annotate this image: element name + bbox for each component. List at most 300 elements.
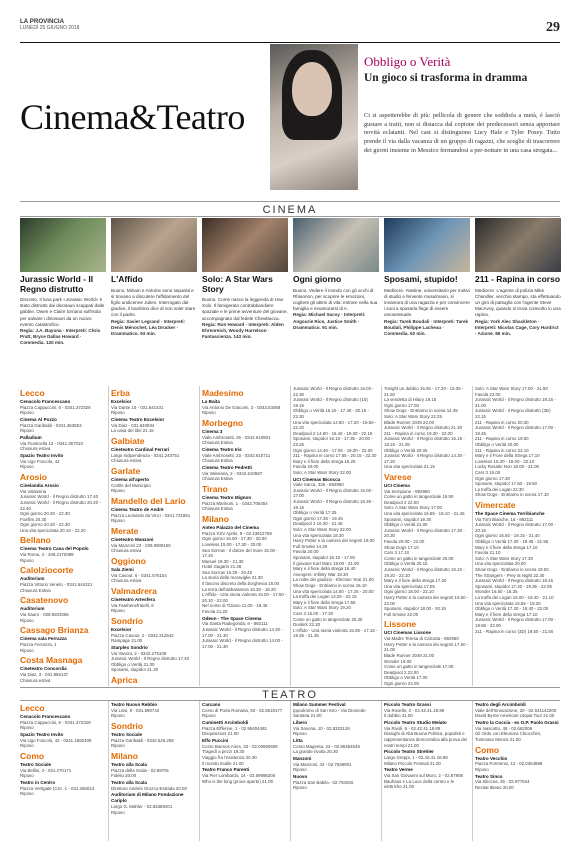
listing-venue: Anteo Palazzo del Cinema xyxy=(202,524,259,530)
review-text: Mediocre. L'agente di polizia Mike Chandler, vecchio stampo, sta effettuando un giro di pattuglia con l'agente Steve MacAvoy, quando si trova coinvolto in una rapina. xyxy=(475,287,561,318)
cinema-listing-column xyxy=(293,386,379,686)
column-divider xyxy=(472,701,473,841)
listing-entry: Viale Ambrosetti, 23 - 0342.610711 xyxy=(202,452,271,458)
listing-entry: Jurassic World - Il Regno distrutto 17.00 - 19.55 - 22.00 xyxy=(475,617,556,628)
listing-entry: Via Cavour, 6 - 0341.576154 xyxy=(111,572,167,578)
listing-entry: Solo: A Star Wars Story 17.00 - 21.50 xyxy=(475,386,548,391)
listing-venue: Piccolo Teatro Strehler xyxy=(384,749,434,755)
listing-city: Galbiate xyxy=(111,435,145,446)
listing-entry: La truffa dei Logan 14.25 - 22.15 xyxy=(293,594,357,600)
listing-city: Arosio xyxy=(20,471,47,482)
listing-entry: La terra dell'abbastanza 16.30 - 18.20 xyxy=(202,586,276,592)
listing-entry: Via Fatebenefratelli, 6 xyxy=(111,602,154,608)
listing-entry: Show Dogs - Entriamo in scena 19.50 xyxy=(475,567,549,573)
listing-entry: Wonder 16.50 - 18.35 xyxy=(475,589,518,595)
listing-venue: Teatro Sociale xyxy=(111,731,143,737)
listing-entry: Il giovane Karl Marx 19.00 - 21.00 xyxy=(293,560,359,566)
listing-entry: Riposo xyxy=(111,743,125,749)
listing-entry: Via Antonio De Giacomi, 3 - 0343.53068 xyxy=(202,404,281,410)
listing-venue: Cineteatro Artesfera xyxy=(111,596,155,602)
listing-entry: Via San Giovanni sul Muro, 2 - 02.87905 xyxy=(384,772,463,778)
feature-body: Ci si aspetterebbe di più: pellicola di genere che soddisfa a metà, è lasciò gustare a tratti, non si distacca dal copione dei predecessori senza apportare novità eclatanti. Nel cast si distinguono Lucy Hale e Tyler Posey. Tutto prende il via dalla vacanza di un gruppo di ragazzi, che sceglie di trascorrere dei giorni insieme in Messico fermandosi a per-nottare in una casa stregata... xyxy=(364,112,560,154)
listing-entry: Milano Piccolo Festival 21.00 xyxy=(384,760,441,766)
listing-entry: Riposo xyxy=(20,464,34,470)
listing-entry: Largo G. Mahler - 02.83389201 xyxy=(111,803,173,809)
review-meta: Regia: Michael Sucsy · Interpreti: Angourie Rice, Justice Smith · Drammatico. 91 min. xyxy=(293,312,366,330)
listing-entry: Piazza Vertigate (Circ. 1 - 031.266013 xyxy=(20,785,95,791)
listing-entry: Nel nome di Tiziano 11.00 - 18.45 xyxy=(202,603,268,609)
listing-venue: Spazio Teatro Invito xyxy=(20,731,64,737)
cinema-listing-column xyxy=(384,386,470,686)
listing-entry: Chiusura estiva xyxy=(111,578,142,584)
listing-city: Varese xyxy=(384,471,412,482)
listing-entry: Il dubbio 21.00 xyxy=(384,713,413,719)
listing-entry: Come un gatto in tangenziale 17.00 xyxy=(384,664,454,670)
listing-entry: Via Madre Teresa di Calcutta - 892960 xyxy=(384,636,459,642)
listing-entry: Recital Ibiano 20.00 xyxy=(475,784,514,790)
teatro-rule-top xyxy=(20,687,560,688)
listing-entry: La storia delle meraviglie 21.30 xyxy=(202,575,263,581)
listing-entry: Cars 3 16.00 xyxy=(475,469,501,475)
listing-venue: The Space Cinema Torribianche xyxy=(475,510,545,516)
listing-entry: Chiusura estiva xyxy=(111,458,142,464)
page-number: 29 xyxy=(546,20,560,35)
listing-entry: 211 - Rapina in corso 19.30 - 22.00 xyxy=(384,430,453,436)
listing-entry: Jurassic World - Il Regno distrutto 18.45 xyxy=(475,578,554,584)
listing-entry: Chiusura Estiva xyxy=(202,506,233,512)
listing-entry: Deadpool 2 16.30 - 21.45 xyxy=(293,521,343,527)
listing-city: Mandello del Lario xyxy=(111,495,186,506)
issue-date: LUNEDÌ 25 GIUGNO 2018 xyxy=(20,25,80,31)
listing-entry: Tragedì a pezzi 19.30 xyxy=(202,749,245,755)
listing-entry: Chiusura Estiva xyxy=(202,440,233,446)
listing-entry: Via Diaz - 031.640934 xyxy=(111,422,155,428)
listing-entry: Piazza Marinoni, 1 - 0342.705454 xyxy=(202,500,268,506)
listing-entry: La vendetta di Hilary 19.15 xyxy=(384,397,437,403)
listing-entry: Dunkirk 22.20 xyxy=(293,622,321,628)
listing-entry: Loveless 15.30 - 18.00 - 22.10 xyxy=(475,458,535,464)
listing-entry: Piazza Leonardo da Vinci - 0341.731851 xyxy=(111,512,191,518)
listing-entry: Via Siliccea, 36 - 02.977524 xyxy=(475,779,530,785)
listing-entry: Largo Indipendenza - 0341.240751 xyxy=(111,452,180,458)
listing-entry: Mary e il fiore della strega 17.55 xyxy=(293,599,356,605)
listing-entry: Sposami, stupido! 19.30 xyxy=(384,516,432,522)
column-divider xyxy=(290,386,291,686)
listing-venue: Starplex Sondrio xyxy=(111,644,148,650)
listing-entry: Piazza della Scala - 02.88791 xyxy=(111,767,170,773)
listing-entry: Show Dogs 17.10 xyxy=(384,544,419,550)
listing-venue: Teatro la Cuccia - ex O.P. Paolo Grassi xyxy=(475,719,559,725)
listing-entry: Jurassic World - Il Regno distrutto 14.30 - 17.20 xyxy=(384,453,465,464)
listing-entry: Come un gatto in tangenziale 20.00 xyxy=(384,555,454,561)
listing-city: Madesimo xyxy=(202,388,244,398)
listing-entry: Favola 20.00 xyxy=(293,464,319,470)
listing-entry: Jurassic World - Il Regno distrutto 17.40 xyxy=(20,494,99,500)
listing-entry: Via Manzoni 23 - 039.9909150 xyxy=(111,542,171,548)
listing-entry: Jurassic World - Il Regno distrutto (16) 19.15 xyxy=(293,397,368,408)
listing-city: Erba xyxy=(111,388,130,398)
listing-entry: Sposami, stupido! 17.20 - 19.35 - 22.05 xyxy=(475,583,552,589)
cinema-listing-column xyxy=(111,386,197,686)
listing-entry: Una vita spericolata 17.05 xyxy=(384,583,435,589)
thumb-jurassic-world xyxy=(20,218,106,272)
listing-entry: Ogni giorno 17.00 xyxy=(384,402,419,408)
thumb-211 xyxy=(475,218,561,272)
listing-entry: Ogni giorno 17.30 xyxy=(475,475,510,481)
listing-entry: Jurassic World - Il Regno distrutto 14.00 - 17.00 - 21.30 xyxy=(202,638,283,649)
listing-venue: Palladium xyxy=(20,434,42,440)
listing-entry: Solo: A Star Wars Story 22.00 xyxy=(293,469,351,475)
listing-venue: Excelsior xyxy=(111,626,132,632)
listing-entry: Obbligo o Verità 15.15 - 17.40 - 20.15 - 22.30 xyxy=(293,408,369,419)
listing-entry: Favola 21.10 xyxy=(475,550,501,556)
listing-entry: Jurassic World - Il Regno distrutto 17.00 - 20.15 xyxy=(475,522,556,533)
listing-entry: L'Affido - Una storia violenta 15.00 - 17.50 - 20.10 - 22.00 xyxy=(202,592,287,603)
listing-entry: Blade Runner 2049 22.00 xyxy=(384,419,435,425)
review-card xyxy=(384,275,470,383)
listing-entry: Obbligo o Verità 21.00 xyxy=(111,661,155,667)
listing-entry: Una vita spericolata 14.50 - 17.20 - 19.50 - 22.20 xyxy=(293,419,377,431)
listing-entry: Via Fiumicella 12 - 0341.367010 xyxy=(20,440,83,446)
listing-entry: Santana 21.00 xyxy=(293,713,322,719)
listing-entry: Riposo xyxy=(111,488,125,494)
listing-venue: Teatro Sociale xyxy=(20,761,52,767)
listing-entry: Jurassic World - Il Regno distrutto 17.00 - 19.45 xyxy=(475,425,556,436)
review-card xyxy=(111,275,197,383)
listing-entry: Mary e il fiore della strega 17.10 xyxy=(475,544,538,550)
listing-entry: Riposo xyxy=(293,767,307,773)
listing-entry: Chiusura Estiva xyxy=(202,476,233,482)
listing-venue: Odeon - The Space Cinema xyxy=(202,615,262,621)
listing-entry: Riposo xyxy=(293,785,307,791)
listing-venue: Cinema Teatro Mignon xyxy=(202,494,252,500)
listing-entry: Viale Ambrosetti, 25 - 0342.610901 xyxy=(202,434,271,440)
listing-entry: Obbligo o Verità 17.25 xyxy=(293,510,337,516)
listing-entry: Una vita spericolata 16.55 - 19.20 xyxy=(475,600,541,606)
column-divider xyxy=(108,701,109,841)
listing-entry: Riposo xyxy=(111,518,125,524)
listing-entry: Ogni giorno 22.00 xyxy=(384,680,419,686)
listing-venue: Manzoni xyxy=(293,755,312,761)
listing-city: Lissone xyxy=(384,619,417,630)
listing-entry: Chiusura estiva xyxy=(20,446,51,452)
listing-entry: Riposo xyxy=(20,557,34,563)
listing-entry: Ogni giorno 20.30 - 22.30 xyxy=(20,511,70,517)
listing-entry: Harry Potter e la camera dei segreti 19.00 xyxy=(293,538,375,544)
thumb-laffido xyxy=(111,218,197,272)
cinema-listing-column xyxy=(202,386,288,686)
listing-entry: Piazza Cavour, 2 - 0342.212642 xyxy=(111,632,174,638)
listing-entry: Una vita spericolata 18.30 xyxy=(293,532,344,538)
listing-entry: Riposo xyxy=(111,410,125,416)
listing-venue: Cinema sala Ferrazza xyxy=(20,636,67,642)
listing-entry: Riposo xyxy=(111,809,125,815)
listing-entry: Ogni giorno 17.35 - 19.45 xyxy=(293,515,343,521)
listing-entry: Obbligo o Verità 20.00 xyxy=(475,441,519,447)
listing-entry: Viaggio fra l'esistenza 20.30 xyxy=(202,754,257,760)
listing-entry: Una vita spericolata 16.55 - 19.10 - 21.45 xyxy=(384,511,465,517)
film-thumbnails xyxy=(20,218,560,272)
listing-entry: Riposo xyxy=(20,617,34,623)
section-title: Cinema&Teatro xyxy=(20,97,245,137)
listing-venue: Teatro Vecchio xyxy=(475,755,508,761)
thumb-sposami xyxy=(384,218,470,272)
listing-entry: Una vita spericolata 21.15 xyxy=(384,464,435,470)
listing-venue: UCI Cinema xyxy=(384,482,410,488)
listing-entry: La truffa dei Logan 22.30 xyxy=(475,486,524,492)
listing-entry: Chiusura Estiva xyxy=(202,458,233,464)
listing-entry: Full Smoke 14.30 xyxy=(293,543,328,549)
listing-entry: Jurassic World - Il Regno distrutto 20.20 - 22.40 xyxy=(20,499,101,511)
listing-venue: Teatro Verme xyxy=(384,767,413,773)
column-divider xyxy=(381,701,382,841)
listing-entry: Via Savona, 10 - 02.8323126 xyxy=(293,725,350,731)
listing-entry: Tonight un dubbio 15.05 - 17.20 - 19.35 - 21.50 xyxy=(384,386,464,397)
listing-entry: Who is the king (prove aperte) 21.00 xyxy=(202,778,274,784)
feature-photo xyxy=(270,44,358,190)
listing-venue: Cinelandia Arosio xyxy=(20,482,59,488)
cinema-rule-bottom xyxy=(20,216,560,217)
review-title: L'Affido xyxy=(111,274,143,284)
listing-venue: Teatro Franco Parenti xyxy=(202,767,250,773)
listing-entry: Jurassic World - Il Regno distrutto 18.15 - 21.00 xyxy=(475,397,556,408)
listing-entry: Gli Ordo con Eleonora Chiocchini, Tommaso Monza 21.00 xyxy=(475,731,542,742)
listing-venue: Cinema all'aperto xyxy=(111,476,150,482)
cinema-listing-column xyxy=(20,386,106,686)
listing-entry: Deadpool 2 22.00 xyxy=(384,669,419,675)
listing-city: Aprica xyxy=(111,675,138,686)
listing-entry: Solo: A Star Wars Story 19.20 xyxy=(293,605,351,611)
listing-entry: Largo Greppi, 1 - 02.42.41.18.89 xyxy=(384,754,448,760)
listing-venue: Teatro Sinco xyxy=(475,773,503,779)
listing-venue: Cuminetti Arcimboldi xyxy=(202,719,249,725)
listing-city: Morbegno xyxy=(202,417,244,428)
feature-kicker: Obbligo o Verità xyxy=(364,54,451,69)
listing-entry: Viale dell'Innovazione, 20 - 02.641142200 xyxy=(475,707,557,713)
listing-entry: Jurassic World - Il Regno distrutto 14.30 - 17.00 - 21.30 xyxy=(202,627,283,638)
listing-entry: Ogni giorno 20.30 - 22.30 xyxy=(20,522,70,528)
listing-entry: Obbligo o Verità 17.00 xyxy=(384,675,428,681)
review-meta: Regia: Ron Howard · Interpreti: Alden Ehrenreich, Woody Harrelson · Fantascienza. 143 min. xyxy=(202,321,284,340)
teatro-section-label: TEATRO xyxy=(262,689,318,701)
review-title: Jurassic World - Il Regno distrutto xyxy=(20,274,94,294)
listing-entry: Via Pier Lombardo, 14 - 02.59995206 xyxy=(202,772,276,778)
listing-city: Oggiono xyxy=(111,555,146,566)
listing-entry: Manuel 19.30 - 21.30 xyxy=(202,558,244,564)
listing-entry: Jurassic World - Il Regno distrutto 21.30 xyxy=(384,425,463,431)
listing-entry: Via Ugo Foscolo, 42 xyxy=(20,458,60,464)
listing-city: Tirano xyxy=(202,483,228,494)
cinema-rule-top xyxy=(20,201,560,202)
listing-entry: Riposo xyxy=(111,608,125,614)
listing-venue: Sala Ziemi xyxy=(111,566,134,572)
review-text: Mediocre. Yassine, universitario per motivi di studio e fervente musulmano, si innamora di una ragazza e per convincere i suoi a sposarla finge di essere omosessuale. xyxy=(384,287,470,318)
listing-venue: Cineteatro Manzoni xyxy=(111,536,154,542)
listing-entry: Via Torri Bianche, 16 - 892111 xyxy=(475,516,534,522)
listing-venue: Carcano xyxy=(202,702,221,707)
listing-entry: Favola 22.00 xyxy=(475,391,501,397)
cinema-section-label: CINEMA xyxy=(262,204,318,216)
listing-entry: Chiusura estiva xyxy=(111,548,142,554)
listing-venue: Cinema Al Pozzo xyxy=(20,416,57,422)
listing-entry: Lucky Rosatie Non 18.00 - 21.00 xyxy=(475,464,539,470)
listing-venue: Auditorium xyxy=(20,606,45,612)
listing-entry: Show Dogs - Entriamo in scena 15.10 xyxy=(293,582,367,588)
listing-entry: Jurassic World - Il Regno distrutto 16.00 - 22.30 xyxy=(293,386,374,397)
listing-entry: Via Rovello, 2 - 02.42.41.18.89 xyxy=(384,707,445,713)
listing-entry: Mary e il Fiore della Strega 17.10 xyxy=(475,453,540,459)
page-header xyxy=(20,18,560,38)
listing-entry: Via Rivoli, 6 - 02.42.41.18.89 xyxy=(384,725,441,731)
listing-venue: Piccolo Teatro Grassi xyxy=(384,702,431,707)
review-text: Buono. Miriam e Antoine sono separati e si trovano a discutere l'affidamento del figlio undicenne Julien. Interrogato dal giudice, il bambino dice di non voler stare con il padre. xyxy=(111,287,196,318)
listing-entry: L'Affido - Una storia violenta 15.05 - 17.15 - 19.25 - 21.35 xyxy=(293,627,378,639)
listing-entry: Via Lissi, 9 - 031.590744 xyxy=(111,707,160,713)
listing-entry: Show Dogs - Entriamo in scena 17.10 xyxy=(475,492,549,498)
listing-entry: 211 - Rapina in corso 20.30 xyxy=(475,419,529,425)
column-divider xyxy=(199,701,200,841)
listing-entry: Solo: A Star Wars Story 22.25 xyxy=(384,413,442,419)
listing-entry: Rampage 21.00 xyxy=(111,638,143,644)
listing-entry: Piazza Ferrazza, 1 xyxy=(20,642,57,648)
listing-entry: La notte dei giudizio - Election Year 21.00 xyxy=(293,577,374,583)
publication-name: LA PROVINCIA xyxy=(20,18,65,25)
listing-city: Como xyxy=(475,744,500,755)
listing-entry: Harry Potter e la camera dei segreti 17.50 - 21.00 xyxy=(384,641,469,653)
listing-entry: Riposo xyxy=(20,743,34,749)
listing-venue: Cenacolo Francescano xyxy=(20,399,71,404)
listing-venue: Libero xyxy=(293,719,308,725)
feature-heading xyxy=(364,54,560,84)
listing-venue: Nuovo xyxy=(293,773,308,779)
listing-venue: Piccolo Teatro Studio Melato xyxy=(384,719,447,725)
teatro-listing-column xyxy=(384,701,470,841)
listing-entry: Ogni giorno 18.00 - 22.10 xyxy=(384,589,434,595)
listing-entry: Riposo xyxy=(20,410,34,416)
listing-venue: UCI Cinemas Lissone xyxy=(384,630,431,636)
listing-entry: Piazza Cappuccini, 6 - 0341.372329 xyxy=(20,719,91,725)
review-title: Ogni giorno xyxy=(293,274,342,284)
listing-entry: Riposo xyxy=(20,791,34,797)
listing-entry: Riposo xyxy=(20,428,34,434)
listing-entry: Loveless 15.00 - 17.30 - 20.00 xyxy=(202,541,262,547)
listing-entry: Ogni giorno 16.50 - 19.15 - 21.40 xyxy=(475,533,540,539)
listing-entry: Jurassic World - Il Regno distrutto (3D) 22.15 xyxy=(475,408,551,419)
listing-entry: Direttore Andrés Orozco-Estrada 20.00 xyxy=(111,785,187,791)
listing-entry: Mary e il fiore della strega 15.25 xyxy=(293,458,356,464)
listing-entry: Il fascino discreto della borghesia 16.00 xyxy=(202,581,280,587)
listing-entry: Come un gatto in tangenziale 19.50 xyxy=(384,494,454,500)
listing-city: Bellano xyxy=(20,535,51,546)
listing-entry: Piazza XXV Aprile, 8 - 02.43912769 xyxy=(202,530,272,536)
listing-entry: Solo: A Star Wars Story 22.00 xyxy=(293,527,351,533)
listing-entry: Full Smoke 22.00 xyxy=(384,611,419,617)
listing-entry: Corso Magenta, 24 - 02.86454545 xyxy=(293,743,360,749)
listing-entry: The Strangers - Prey at Night 22.30 xyxy=(475,572,545,578)
listing-entry: Viale Sarca, 336 - 892960 xyxy=(293,482,344,488)
review-title: Solo: A Star Wars Story xyxy=(202,274,273,294)
listing-entry: Disquisizioni 21.00 xyxy=(202,731,239,737)
listing-entry: Riposo xyxy=(20,647,34,653)
listing-entry: Jurassic World - Il Regno distrutto 16.10 - 19.20 - 22.10 xyxy=(384,567,465,578)
listing-city xyxy=(20,685,106,686)
listing-entry: Hotel Gagarin 21.45 xyxy=(202,564,242,570)
listing-entry: Via Sauro - 039.9203365 xyxy=(20,612,69,618)
listing-entry: Avengers: Infinity War 18.30 xyxy=(293,571,348,577)
listing-entry: Via Roma, 4 - 349.2170389 xyxy=(20,552,74,558)
listing-entry: Via Manzoni, 42 - 02.7636901 xyxy=(293,761,352,767)
listing-entry: Fidelio 20.00 xyxy=(111,773,137,779)
listing-entry: Deadpool 2 22.00 xyxy=(384,499,419,505)
listing-city: Lecco xyxy=(20,388,45,398)
listing-venue: Teatro degli Arcimboldi xyxy=(475,702,526,707)
listing-venue: Auditorium xyxy=(20,576,45,582)
listing-city: Cassago Brianza xyxy=(20,625,89,636)
listing-city: Costa Masnaga xyxy=(20,655,83,666)
listing-entry: Via Vanoni, 2 - 0342.275109 xyxy=(111,650,167,656)
listing-entry: Sposami, stupido! 21.30 xyxy=(111,667,159,673)
listing-entry: Wonder 18.00 xyxy=(384,658,412,664)
review-text: Buono. Come nasce la leggenda di Han Solo. Il famigerato contrabbandiere spaziale e le prime avventure del giovane, accompagnato dal fedele Chewbacca. xyxy=(202,297,288,321)
review-card xyxy=(293,275,379,383)
listing-entry: Una vita spericolata 14.50 - 17.25 - 20.00 xyxy=(293,588,374,594)
listing-venue: Cinema Teatro de Andrè xyxy=(111,506,164,512)
listing-venue: Excelsior xyxy=(111,399,132,404)
listing-entry: Via Ivascotto, 45 - 02.662006 xyxy=(475,725,533,731)
listing-entry: Foxfilm 20.30 xyxy=(20,516,47,522)
listing-entry: Riposo xyxy=(20,773,34,779)
listing-entry: Piazza San Babila - 02.794026 xyxy=(293,779,354,785)
column-divider xyxy=(290,701,291,841)
listing-venue: Milano Summer Festival xyxy=(293,702,346,707)
listing-entry: La grande rivolta 20.30 xyxy=(293,749,338,755)
review-title: 211 - Rapina in corso xyxy=(475,274,561,284)
listing-entry: Corso di Porta Romana, 63 - 02.5518177 xyxy=(202,707,283,713)
listing-entry: Cars 3 17.10 xyxy=(384,550,410,556)
listing-entry: Riposo xyxy=(475,766,489,772)
review-meta: Regia: Xavier Legrand · Interpreti: Denis Ménochet, Léa Drucker · Drammatico. 93 min. xyxy=(111,318,186,336)
listing-entry: Jurassic World - Il Regno distrutto 15.00 - 17.00 xyxy=(293,487,374,499)
listing-venue: Teatro Nuovo Rebbio xyxy=(111,702,158,707)
listing-entry: Piazza Cappuccini, 6 - 0341.372329 xyxy=(20,404,91,410)
teatro-listing-column xyxy=(202,701,288,841)
listing-city: Milano xyxy=(202,513,229,524)
listing-entry: Via Dante 15 - 031.641431 xyxy=(111,404,164,410)
listing-venue: Cineteatro Concordia xyxy=(20,666,67,672)
listing-venue: UCI Cinemas Bicocca xyxy=(293,476,341,482)
listing-entry: Riposo xyxy=(111,713,125,719)
listing-entry: 211 - Rapina in corso 22.10 xyxy=(475,447,529,453)
listing-city: Milano xyxy=(111,750,138,761)
review-card xyxy=(20,275,106,383)
review-title: Sposami, stupido! xyxy=(384,274,458,284)
review-card xyxy=(475,275,561,383)
listing-entry: Via Sempione - 892960 xyxy=(384,488,430,494)
listing-entry: Obbligo o Verità 21.00 xyxy=(384,522,428,528)
listing-entry: Jurassic World - Il Regno distrutto 16.30 - 19.15 xyxy=(293,499,374,510)
listing-venue: Cineteatro Cardinal Ferrari xyxy=(111,446,170,452)
listing-entry: La casa dei libri 21.15 xyxy=(111,428,154,434)
listing-entry: Mary e il fiore della strega 17.20 xyxy=(384,578,447,584)
listing-venue: Cinema Teatro Pedretti xyxy=(202,464,252,470)
column-divider xyxy=(199,386,200,686)
listing-entry: 211 - Rapina in corso 17.55 - 20.15 - 22.30 xyxy=(293,453,377,459)
listing-entry: Piazza Pormensi, 12 - 02.0364888 xyxy=(475,761,543,767)
review-text: Discreto. Il luna park «Jurassic World» è stato distrutto dai dinosauri scappati dalle gabbie. Owen e Claire tornano sull'isola per salvare i dinosauri da un nuovo evento catastrofico. xyxy=(20,297,105,327)
column-divider xyxy=(472,386,473,686)
listing-entry: Sposami, stupido! 18.00 - 20.15 xyxy=(384,606,446,612)
review-text: Buono. Vedere il mondo con gli occhi di Rhiannon, per scoprire le emozioni, cogliere gli attimi di vita: entrare nella sua famiglia e innamorarsi di A. xyxy=(293,287,378,312)
